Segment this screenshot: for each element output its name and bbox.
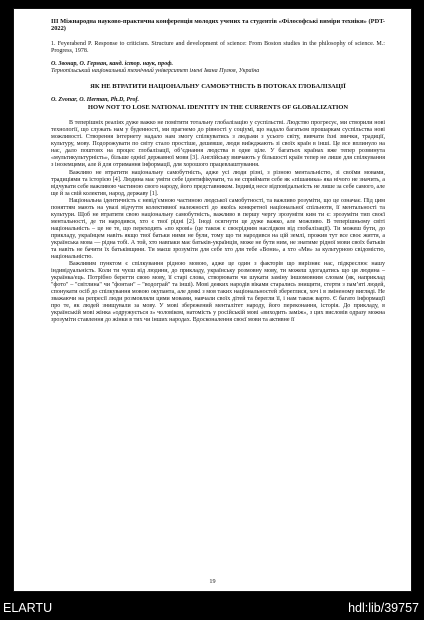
conference-header: ІІІ Міжнародна науково-практична конференція молодих учених та студентів «Філософські виміри техніки» (PDT-2022) — [51, 18, 385, 33]
title-english: HOW NOT TO LOSE NATIONAL IDENTITY IN THE CURRENTS OF GLOBALIZATION — [87, 103, 349, 111]
body-paragraph-1: В теперішніх реаліях дуже важко не помітити тотальну глобалізацію у суспільстві. Людство прогресує, ми створили нові технології, що служать нам у буденності, ми прагнемо до рівності у соціумі, що надало багатьом прошаркам суспільства нові можливості. Створення інтернету надало нам змогу спілкуватись з людьми з усього світу, вивчати їхні звички, традиції, культуру, мову. Подорожувати по світу стало простіше, дешевше, люди виїжджають зі своїх країн в інші. Це все вплинуло на нас, дало поштовх на процес глобалізації, об’єднання людства в одне ціле. У багатьох країнах вже тепер розвинута «мультикультурність», більше однієї державної мови [3]. Англійську вивчають у більшості країн тепер не лише для спілкування з іноземцями, але й для отримання інформації, для хорошого працевлаштування. — [51, 120, 385, 169]
authors-english: O. Zvonar, O. Herman, Ph.D, Prof. — [51, 96, 140, 103]
page-content — [51, 18, 385, 325]
body-paragraph-4: Важливим пунктом є спілкування рідною мовою, адже це один з факторів що вирізняє нас, підкреслює нашу індивідуальність. Коли ти чуєш від людини, до прикладу, українську розмовну мову, ти можеш здогадатись що ця людина – українка/ець. Потрібно берегти свою мову, її старі слова, створювати чи шукати заміну іншомовним словам (як, наприклад "фото" – "світлина" чи "фонтан" – "водограй" та інші). Мові деяких народів віками старались знищити, стерти з пам’яті людей, спонукати осіб до спілкування мовою окупанта, але деякі з мов таких національностей збереглися, хоч і в зміненому вигляді. Не зважаючи на репресії люди розмовляли цими мовами, навчали своїх дітей та берегли її, і нам також варто. Є багато інформації про те, як людей знищували за мову. У мові збережений менталітет народу, його переконання, історія. До прикладу, в українській мові жінка «одружується з» чоловіком, натомість у російській мові «виходить заміж», з цих висловів одразу можна зрозуміти ставлення до жінки в тих чи інших народах. Вдосконалення своєї мови та активне її — [51, 261, 385, 324]
title-ukrainian: ЯК НЕ ВТРАТИТИ НАЦІОНАЛЬНУ САМОБУТНІСТЬ В ПОТОКАХ ГЛОБАЛІЗАЦІЇ — [90, 82, 346, 90]
authors-ukrainian: О. Звонар, О. Герман, канд. істор. наук, проф. — [51, 60, 174, 67]
page-number: 19 — [209, 578, 216, 585]
footer-left-label: ELARTU — [3, 601, 53, 615]
body-paragraph-2: Важливо не втратити національну самобутність, адже усі люди різні, з різною ментальністю, зі своїми мовами, традиціями та історією [4]. Людина має уміти себе ідентифікувати, та не сприймати себе як «пішаника» яка нічого не значить, а відчувати себе важливою частиною свого народу, його представником. Індивід несе відповідальність не лише за себе самого, але ще й за свій колектив, народ, державу [1]. — [51, 169, 385, 197]
footer-handle-link[interactable]: hdl:lib/39757 — [348, 601, 419, 615]
reference-entry: 1. Feyerabend P. Response to criticism. Structure and development of science: From Boston studies in the philosophy of science. M.: Progress, 1978. — [51, 40, 385, 54]
body-paragraph-3: Національна ідентичність є невід’ємною частиною людської самобутності, та важливо розуміти, що це означає. Під цим поняттям мають на увазі відчуття колективної належності до якоїсь конкретної національної спільноти, її ментальності та культури. Щоб не втратити свою національну самобутність, важливо в першу чергу зрозуміти ким ти є: зрозуміти тип своєї ментальності, де ти народився, хто є твої рідні [2]. Іноді осягнути це дуже важко, але можливо. В теперішньому світі національність – це не те, що переходить «по крові» (це також є своєрідним наслідком від глобалізації). Ти можеш бути, до прикладу, українцем навіть якщо твої батьки ними не були, тому що ти народився на цій землі, прожив тут все своє життя, а українська мова — рідна тобі. А той, хто навпаки має батьків-українців, може не бути ним, не знатиме рідної мови своїх батьків та навіть не бачити їх батьківщини. Ти маєш зрозуміти для себе хто для тебе «Вони», а хто «Ми» за культурною свідомістю, національністю. — [51, 197, 385, 261]
document-page — [14, 9, 411, 591]
footer-bar — [0, 599, 424, 620]
affiliation: Тернопільський національний технічний університет імені Івана Пулюя, Україна — [51, 67, 260, 74]
